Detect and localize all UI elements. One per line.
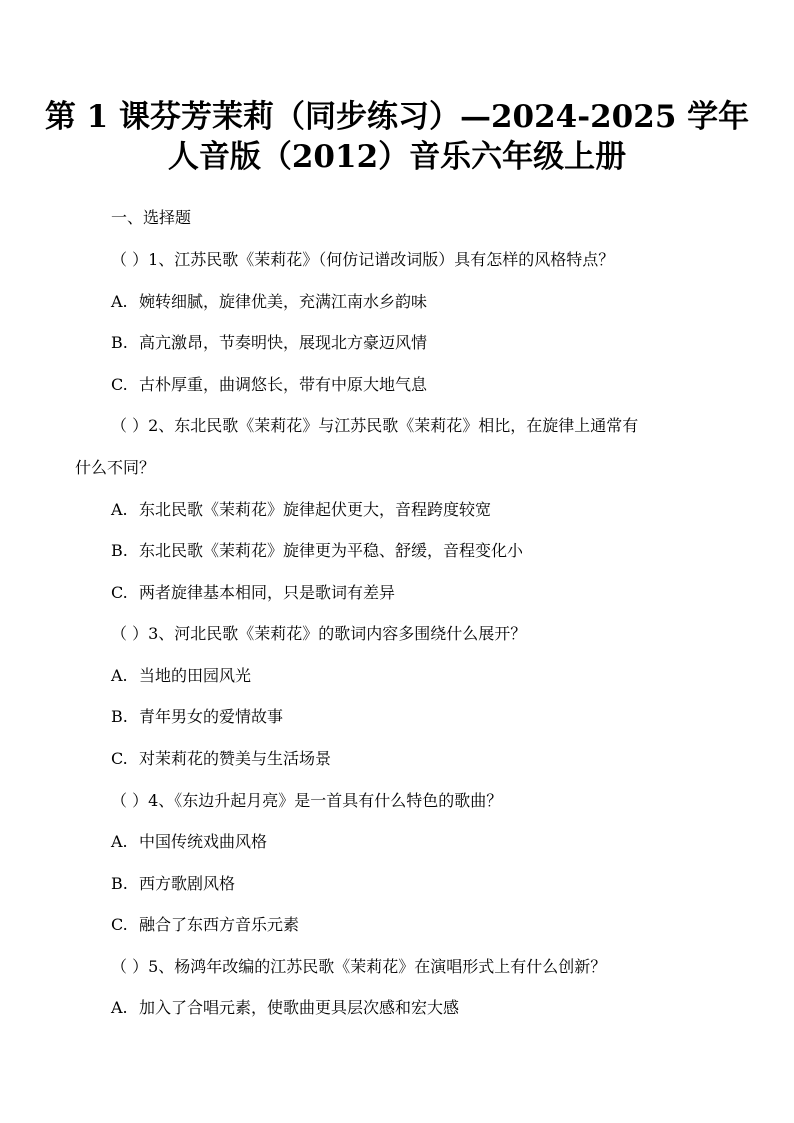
question-3: （ ）3、河北民歌《茉莉花》的歌词内容多围绕什么展开？ xyxy=(111,624,527,643)
option-text: 青年男女的爱情故事 xyxy=(139,707,284,726)
option-text: 古朴厚重，曲调悠长，带有中原大地气息 xyxy=(139,375,428,394)
question-2-option-c xyxy=(111,581,395,605)
option-text: 东北民歌《茉莉花》旋律起伏更大，音程跨度较宽 xyxy=(139,500,492,519)
question-2-option-a xyxy=(111,498,491,522)
question-4-option-a xyxy=(111,830,267,854)
option-letter: C. xyxy=(111,583,128,602)
option-letter: C. xyxy=(111,749,128,768)
option-text: 加入了合唱元素，使歌曲更具层次感和宏大感 xyxy=(139,998,460,1017)
option-letter: C. xyxy=(111,375,128,394)
question-3-option-a xyxy=(111,664,251,688)
option-letter: B. xyxy=(111,874,128,893)
option-letter: A. xyxy=(111,500,128,519)
option-text: 当地的田园风光 xyxy=(139,666,252,685)
option-letter: A. xyxy=(111,832,128,851)
question-4-option-b xyxy=(111,872,235,896)
option-text: 对茉莉花的赞美与生活场景 xyxy=(139,749,332,768)
question-5: （ ）5、杨鸿年改编的江苏民歌《茉莉花》在演唱形式上有什么创新？ xyxy=(111,957,607,976)
section-heading: 一、选择题 xyxy=(111,208,192,227)
option-letter: B. xyxy=(111,707,128,726)
question-1-option-c xyxy=(111,373,427,397)
option-letter: B. xyxy=(111,333,128,352)
question-1: （ ）1、江苏民歌《茉莉花》（何仿记谱改词版）具有怎样的风格特点？ xyxy=(111,250,615,269)
question-2-option-b xyxy=(111,539,523,563)
option-text: 两者旋律基本相同，只是歌词有差异 xyxy=(139,583,396,602)
question-3-option-b xyxy=(111,705,283,729)
document-title-line-1: 第 1 课芬芳茉莉（同步练习）—2024-2025 学年 xyxy=(44,99,750,135)
option-letter: A. xyxy=(111,666,128,685)
option-letter: A. xyxy=(111,292,128,311)
question-5-option-a xyxy=(111,996,459,1020)
option-letter: C. xyxy=(111,915,128,934)
option-text: 西方歌剧风格 xyxy=(139,874,236,893)
question-2: （ ）2、东北民歌《茉莉花》与江苏民歌《茉莉花》相比，在旋律上通常有 xyxy=(111,416,639,435)
option-text: 中国传统戏曲风格 xyxy=(139,832,268,851)
question-4-option-c xyxy=(111,913,299,937)
option-text: 高亢激昂，节奏明快，展现北方豪迈风情 xyxy=(139,333,428,352)
option-text: 婉转细腻，旋律优美，充满江南水乡韵味 xyxy=(139,292,428,311)
option-text: 东北民歌《茉莉花》旋律更为平稳、舒缓，音程变化小 xyxy=(139,541,524,560)
question-1-option-b xyxy=(111,331,427,355)
option-text: 融合了东西方音乐元素 xyxy=(139,915,300,934)
document-title-line-2: 人音版（2012）音乐六年级上册 xyxy=(167,139,627,175)
question-4: （ ）4、《东边升起月亮》是一首具有什么特色的歌曲？ xyxy=(111,791,503,810)
question-3-option-c xyxy=(111,747,331,771)
question-2-continuation: 什么不同？ xyxy=(75,458,156,477)
option-letter: B. xyxy=(111,541,128,560)
option-letter: A. xyxy=(111,998,128,1017)
question-1-option-a xyxy=(111,290,427,314)
